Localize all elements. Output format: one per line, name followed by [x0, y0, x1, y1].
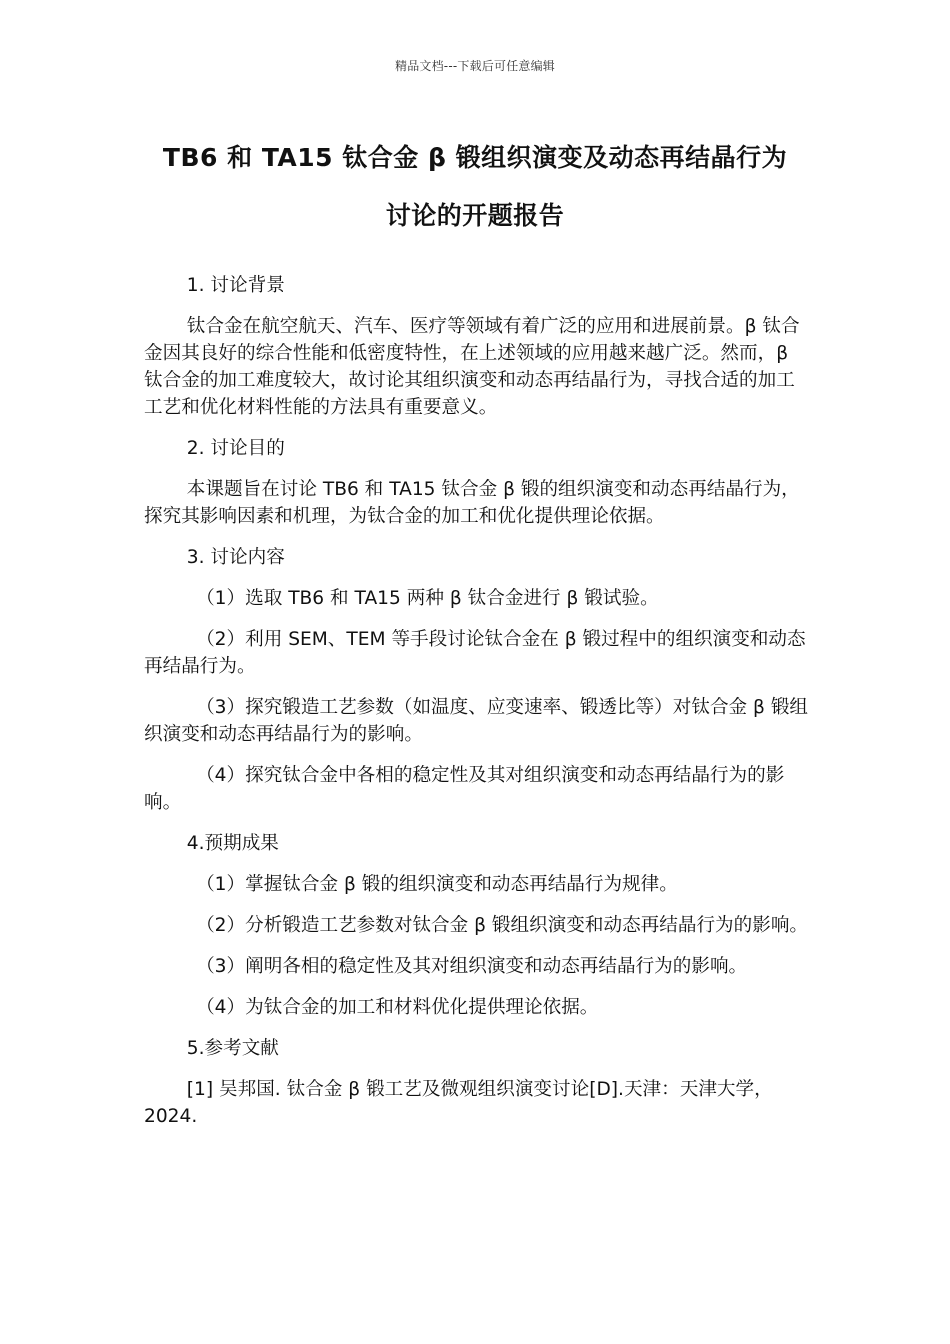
section-heading-background: 1. 讨论背景: [186, 275, 285, 296]
list-item: （4）为钛合金的加工和材料优化提供理论依据。: [196, 997, 599, 1018]
page-header: 精品文档---下载后可任意编辑: [395, 59, 555, 73]
section-heading-references: 5.参考文献: [186, 1038, 279, 1059]
document-title-line-1: TB6 和 TA15 钛合金 β 锻组织演变及动态再结晶行为: [162, 143, 788, 172]
list-item: （2）利用 SEM、TEM 等手段讨论钛合金在 β 锻过程中的组织演变和动态再结晶行为。: [144, 629, 806, 677]
section-heading-purpose: 2. 讨论目的: [186, 438, 285, 459]
list-item: （1）选取 TB6 和 TA15 两种 β 钛合金进行 β 锻试验。: [196, 588, 659, 609]
list-item: （3）探究锻造工艺参数（如温度、应变速率、锻透比等）对钛合金 β 锻组织演变和动态再结晶行为的影响。: [144, 697, 809, 745]
list-item: （4）探究钛合金中各相的稳定性及其对组织演变和动态再结晶行为的影响。: [144, 765, 785, 813]
list-item: （3）阐明各相的稳定性及其对组织演变和动态再结晶行为的影响。: [196, 956, 748, 977]
list-item: （1）掌握钛合金 β 锻的组织演变和动态再结晶行为规律。: [196, 874, 678, 895]
paragraph-purpose: 本课题旨在讨论 TB6 和 TA15 钛合金 β 锻的组织演变和动态再结晶行为，探究其影响因素和机理，为钛合金的加工和优化提供理论依据。: [144, 479, 800, 527]
section-heading-results: 4.预期成果: [186, 833, 279, 854]
paragraph-background: 钛合金在航空航天、汽车、医疗等领域有着广泛的应用和进展前景。β 钛合金因其良好的综合性能和低密度特性，在上述领域的应用越来越广泛。然而，β 钛合金的加工难度较大，故讨论其组织演变和动态再结晶行为，寻找合适的加工工艺和优化材料性能的方法具有重要意义。: [144, 316, 800, 418]
reference-item: [1] 吴邦国. 钛合金 β 锻工艺及微观组织演变讨论[D].天津：天津大学，2024.: [144, 1079, 773, 1127]
section-heading-content: 3. 讨论内容: [186, 547, 285, 568]
list-item: （2）分析锻造工艺参数对钛合金 β 锻组织演变和动态再结晶行为的影响。: [196, 915, 809, 936]
document-body: [144, 272, 808, 1144]
document-title-line-2: 讨论的开题报告: [385, 201, 565, 230]
